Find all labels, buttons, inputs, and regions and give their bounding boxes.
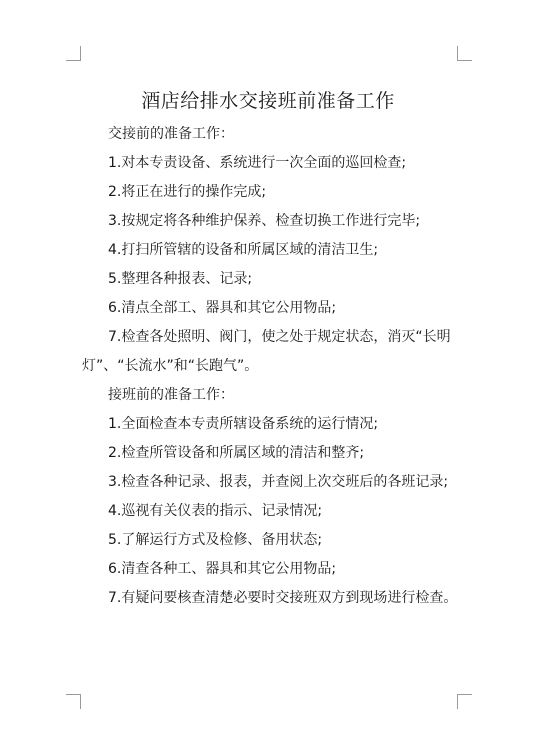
list-item: 6.清点全部工、器具和其它公用物品; [108, 300, 337, 316]
list-item: 1.全面检查本专责所辖设备系统的运行情况; [108, 416, 379, 432]
list-item: 1.对本专责设备、系统进行一次全面的巡回检查; [108, 155, 407, 171]
list-item: 5.了解运行方式及检修、备用状态; [108, 532, 323, 548]
list-item: 2.将正在进行的操作完成; [108, 184, 267, 200]
list-item: 5.整理各种报表、记录; [108, 271, 253, 287]
list-item: 4.巡视有关仪表的指示、记录情况; [108, 503, 323, 519]
section-heading-handover: 交接前的准备工作： [108, 126, 234, 142]
crop-mark-top-left [66, 46, 81, 61]
document-body [82, 120, 462, 613]
crop-mark-bottom-left [66, 694, 81, 709]
list-item: 3.按规定将各种维护保养、检查切换工作进行完毕; [108, 213, 421, 229]
section-heading-takeover: 接班前的准备工作： [108, 387, 234, 403]
crop-mark-bottom-right [457, 694, 472, 709]
document-title: 酒店给排水交接班前准备工作 [141, 90, 395, 112]
crop-mark-top-right [457, 46, 472, 61]
list-item: 7.检查各处照明、阀门，使之处于规定状态，消灭“长明灯”、“长流水”和“长跑气”。 [82, 329, 451, 374]
list-item: 2.检查所管设备和所属区域的清洁和整齐; [108, 445, 365, 461]
list-item: 3.检查各种记录、报表，并查阅上次交班后的各班记录; [108, 474, 449, 490]
list-item: 4.打扫所管辖的设备和所属区域的清洁卫生; [108, 242, 379, 258]
list-item: 7.有疑问要核查清楚必要时交接班双方到现场进行检查。 [108, 590, 458, 606]
list-item: 6.清查各种工、器具和其它公用物品; [108, 561, 337, 577]
